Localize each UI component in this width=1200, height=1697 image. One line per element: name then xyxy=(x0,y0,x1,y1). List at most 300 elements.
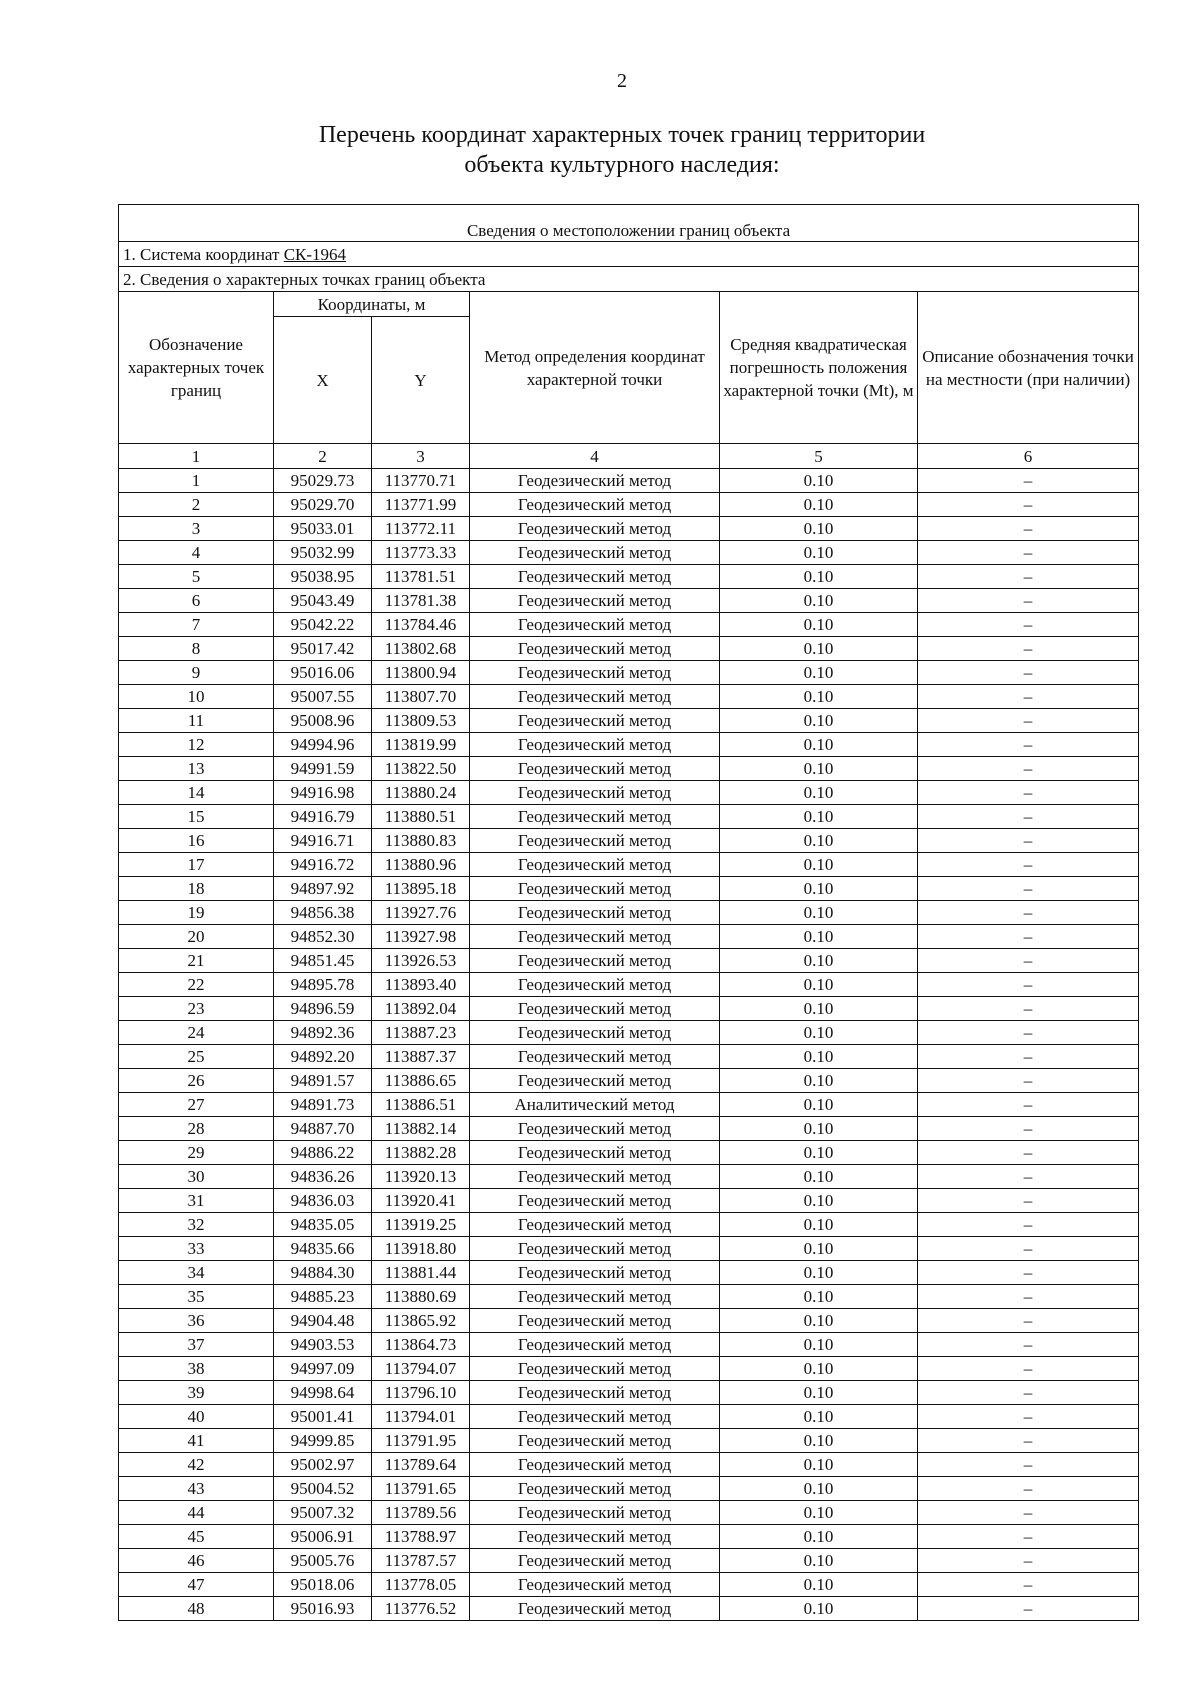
y-coordinate-cell: 113802.68 xyxy=(372,637,470,661)
error-cell: 0.10 xyxy=(720,853,918,877)
x-coordinate-cell: 95001.41 xyxy=(274,1405,372,1429)
error-cell: 0.10 xyxy=(720,709,918,733)
y-coordinate-cell: 113791.95 xyxy=(372,1429,470,1453)
point-number-cell: 33 xyxy=(119,1237,274,1261)
error-cell: 0.10 xyxy=(720,781,918,805)
point-number-cell: 18 xyxy=(119,877,274,901)
method-cell: Геодезический метод xyxy=(470,1477,720,1501)
title-line-2: объекта культурного наследия: xyxy=(464,152,780,178)
table-row xyxy=(119,949,1139,973)
error-cell: 0.10 xyxy=(720,1237,918,1261)
description-cell: – xyxy=(918,1525,1139,1549)
x-coordinate-cell: 95005.76 xyxy=(274,1549,372,1573)
point-number-cell: 40 xyxy=(119,1405,274,1429)
description-cell: – xyxy=(918,1573,1139,1597)
point-number-cell: 32 xyxy=(119,1213,274,1237)
y-coordinate-cell: 113771.99 xyxy=(372,493,470,517)
x-coordinate-cell: 95043.49 xyxy=(274,589,372,613)
x-coordinate-cell: 95029.70 xyxy=(274,493,372,517)
x-coordinate-cell: 95017.42 xyxy=(274,637,372,661)
y-coordinate-cell: 113880.96 xyxy=(372,853,470,877)
y-coordinate-cell: 113895.18 xyxy=(372,877,470,901)
error-cell: 0.10 xyxy=(720,1501,918,1525)
table-row xyxy=(119,1549,1139,1573)
table-row xyxy=(119,1021,1139,1045)
description-cell: – xyxy=(918,661,1139,685)
y-coordinate-cell: 113927.76 xyxy=(372,901,470,925)
x-coordinate-cell: 95029.73 xyxy=(274,469,372,493)
coordinate-system xyxy=(119,242,1139,267)
point-number-cell: 2 xyxy=(119,493,274,517)
header-designation: Обозначение характерных точек границ xyxy=(119,292,274,444)
error-cell: 0.10 xyxy=(720,805,918,829)
error-cell: 0.10 xyxy=(720,1189,918,1213)
error-cell: 0.10 xyxy=(720,1525,918,1549)
y-coordinate-cell: 113800.94 xyxy=(372,661,470,685)
error-cell: 0.10 xyxy=(720,1117,918,1141)
x-coordinate-cell: 94896.59 xyxy=(274,997,372,1021)
table-row xyxy=(119,1093,1139,1117)
point-number-cell: 44 xyxy=(119,1501,274,1525)
description-cell: – xyxy=(918,1021,1139,1045)
description-cell: – xyxy=(918,973,1139,997)
error-cell: 0.10 xyxy=(720,997,918,1021)
method-cell: Геодезический метод xyxy=(470,1405,720,1429)
title-line-1: Перечень координат характерных точек границ территории xyxy=(318,122,926,148)
table-row xyxy=(119,493,1139,517)
y-coordinate-cell: 113927.98 xyxy=(372,925,470,949)
description-cell: – xyxy=(918,1477,1139,1501)
method-cell: Геодезический метод xyxy=(470,1285,720,1309)
x-coordinate-cell: 94897.92 xyxy=(274,877,372,901)
y-coordinate-cell: 113770.71 xyxy=(372,469,470,493)
description-cell: – xyxy=(918,613,1139,637)
point-number-cell: 30 xyxy=(119,1165,274,1189)
error-cell: 0.10 xyxy=(720,901,918,925)
table-row xyxy=(119,997,1139,1021)
description-cell: – xyxy=(918,925,1139,949)
description-cell: – xyxy=(918,1213,1139,1237)
method-cell: Геодезический метод xyxy=(470,661,720,685)
column-number: 5 xyxy=(720,444,918,469)
table-row xyxy=(119,1429,1139,1453)
description-cell: – xyxy=(918,1501,1139,1525)
description-cell: – xyxy=(918,685,1139,709)
point-number-cell: 47 xyxy=(119,1573,274,1597)
y-coordinate-cell: 113880.24 xyxy=(372,781,470,805)
error-cell: 0.10 xyxy=(720,829,918,853)
y-coordinate-cell: 113787.57 xyxy=(372,1549,470,1573)
column-number: 4 xyxy=(470,444,720,469)
error-cell: 0.10 xyxy=(720,1141,918,1165)
y-coordinate-cell: 113920.13 xyxy=(372,1165,470,1189)
x-coordinate-cell: 94916.98 xyxy=(274,781,372,805)
method-cell: Геодезический метод xyxy=(470,949,720,973)
column-number: 6 xyxy=(918,444,1139,469)
method-cell: Геодезический метод xyxy=(470,805,720,829)
x-coordinate-cell: 95002.97 xyxy=(274,1453,372,1477)
y-coordinate-cell: 113809.53 xyxy=(372,709,470,733)
point-number-cell: 8 xyxy=(119,637,274,661)
error-cell: 0.10 xyxy=(720,1261,918,1285)
point-number-cell: 27 xyxy=(119,1093,274,1117)
table-row xyxy=(119,925,1139,949)
table-row xyxy=(119,1477,1139,1501)
x-coordinate-cell: 94891.57 xyxy=(274,1069,372,1093)
description-cell: – xyxy=(918,1093,1139,1117)
method-cell: Геодезический метод xyxy=(470,1357,720,1381)
description-cell: – xyxy=(918,1549,1139,1573)
method-cell: Геодезический метод xyxy=(470,925,720,949)
x-coordinate-cell: 94836.03 xyxy=(274,1189,372,1213)
y-coordinate-cell: 113887.23 xyxy=(372,1021,470,1045)
description-cell: – xyxy=(918,1309,1139,1333)
point-number-cell: 46 xyxy=(119,1549,274,1573)
point-number-cell: 19 xyxy=(119,901,274,925)
table-row xyxy=(119,1069,1139,1093)
description-cell: – xyxy=(918,1429,1139,1453)
y-coordinate-cell: 113892.04 xyxy=(372,997,470,1021)
point-number-cell: 20 xyxy=(119,925,274,949)
x-coordinate-cell: 95016.06 xyxy=(274,661,372,685)
error-cell: 0.10 xyxy=(720,1597,918,1621)
y-coordinate-cell: 113882.28 xyxy=(372,1141,470,1165)
method-cell: Геодезический метод xyxy=(470,589,720,613)
method-cell: Геодезический метод xyxy=(470,1021,720,1045)
header-error: Средняя квадратическая погрешность положения характерной точки (Mt), м xyxy=(720,292,918,444)
table-row xyxy=(119,1405,1139,1429)
x-coordinate-cell: 95008.96 xyxy=(274,709,372,733)
description-cell: – xyxy=(918,1381,1139,1405)
description-cell: – xyxy=(918,637,1139,661)
method-cell: Геодезический метод xyxy=(470,1597,720,1621)
header-description: Описание обозначения точки на местности (при наличии) xyxy=(918,292,1139,444)
x-coordinate-cell: 94856.38 xyxy=(274,901,372,925)
error-cell: 0.10 xyxy=(720,949,918,973)
method-cell: Геодезический метод xyxy=(470,1261,720,1285)
method-cell: Геодезический метод xyxy=(470,1381,720,1405)
method-cell: Геодезический метод xyxy=(470,1573,720,1597)
description-cell: – xyxy=(918,469,1139,493)
error-cell: 0.10 xyxy=(720,1093,918,1117)
y-coordinate-cell: 113778.05 xyxy=(372,1573,470,1597)
method-cell: Геодезический метод xyxy=(470,829,720,853)
point-number-cell: 31 xyxy=(119,1189,274,1213)
point-number-cell: 13 xyxy=(119,757,274,781)
error-cell: 0.10 xyxy=(720,1549,918,1573)
method-cell: Геодезический метод xyxy=(470,613,720,637)
y-coordinate-cell: 113893.40 xyxy=(372,973,470,997)
description-cell: – xyxy=(918,1069,1139,1093)
description-cell: – xyxy=(918,709,1139,733)
x-coordinate-cell: 94887.70 xyxy=(274,1117,372,1141)
method-cell: Геодезический метод xyxy=(470,637,720,661)
point-number-cell: 38 xyxy=(119,1357,274,1381)
description-cell: – xyxy=(918,1045,1139,1069)
x-coordinate-cell: 94885.23 xyxy=(274,1285,372,1309)
table-row xyxy=(119,1237,1139,1261)
y-coordinate-cell: 113886.51 xyxy=(372,1093,470,1117)
table-row xyxy=(119,1573,1139,1597)
method-cell: Геодезический метод xyxy=(470,781,720,805)
x-coordinate-cell: 95032.99 xyxy=(274,541,372,565)
table-row xyxy=(119,709,1139,733)
table-row xyxy=(119,1261,1139,1285)
description-cell: – xyxy=(918,1453,1139,1477)
x-coordinate-cell: 95033.01 xyxy=(274,517,372,541)
y-coordinate-cell: 113788.97 xyxy=(372,1525,470,1549)
point-number-cell: 42 xyxy=(119,1453,274,1477)
y-coordinate-cell: 113881.44 xyxy=(372,1261,470,1285)
method-cell: Геодезический метод xyxy=(470,517,720,541)
point-number-cell: 39 xyxy=(119,1381,274,1405)
y-coordinate-cell: 113784.46 xyxy=(372,613,470,637)
method-cell: Геодезический метод xyxy=(470,1237,720,1261)
point-number-cell: 29 xyxy=(119,1141,274,1165)
table-row xyxy=(119,829,1139,853)
method-cell: Геодезический метод xyxy=(470,1189,720,1213)
x-coordinate-cell: 94997.09 xyxy=(274,1357,372,1381)
y-coordinate-cell: 113776.52 xyxy=(372,1597,470,1621)
y-coordinate-cell: 113791.65 xyxy=(372,1477,470,1501)
y-coordinate-cell: 113880.69 xyxy=(372,1285,470,1309)
table-row xyxy=(119,1189,1139,1213)
description-cell: – xyxy=(918,1261,1139,1285)
description-cell: – xyxy=(918,541,1139,565)
x-coordinate-cell: 94892.20 xyxy=(274,1045,372,1069)
x-coordinate-cell: 94891.73 xyxy=(274,1093,372,1117)
method-cell: Геодезический метод xyxy=(470,1213,720,1237)
y-coordinate-cell: 113822.50 xyxy=(372,757,470,781)
error-cell: 0.10 xyxy=(720,517,918,541)
method-cell: Геодезический метод xyxy=(470,565,720,589)
point-number-cell: 25 xyxy=(119,1045,274,1069)
table-row xyxy=(119,565,1139,589)
error-cell: 0.10 xyxy=(720,541,918,565)
point-number-cell: 24 xyxy=(119,1021,274,1045)
method-cell: Аналитический метод xyxy=(470,1093,720,1117)
table-row xyxy=(119,733,1139,757)
method-cell: Геодезический метод xyxy=(470,1165,720,1189)
column-number: 1 xyxy=(119,444,274,469)
error-cell: 0.10 xyxy=(720,1381,918,1405)
table-row xyxy=(119,1165,1139,1189)
method-cell: Геодезический метод xyxy=(470,733,720,757)
header-x: X xyxy=(274,317,372,444)
method-cell: Геодезический метод xyxy=(470,757,720,781)
y-coordinate-cell: 113880.83 xyxy=(372,829,470,853)
error-cell: 0.10 xyxy=(720,1309,918,1333)
point-number-cell: 5 xyxy=(119,565,274,589)
description-cell: – xyxy=(918,1357,1139,1381)
error-cell: 0.10 xyxy=(720,1405,918,1429)
method-cell: Геодезический метод xyxy=(470,1429,720,1453)
table-row xyxy=(119,1117,1139,1141)
y-coordinate-cell: 113880.51 xyxy=(372,805,470,829)
error-cell: 0.10 xyxy=(720,589,918,613)
point-number-cell: 10 xyxy=(119,685,274,709)
method-cell: Геодезический метод xyxy=(470,709,720,733)
point-number-cell: 48 xyxy=(119,1597,274,1621)
error-cell: 0.10 xyxy=(720,1429,918,1453)
error-cell: 0.10 xyxy=(720,973,918,997)
table-row xyxy=(119,973,1139,997)
document-title xyxy=(0,120,1200,180)
description-cell: – xyxy=(918,493,1139,517)
description-cell: – xyxy=(918,997,1139,1021)
page-number: 2 xyxy=(617,70,627,92)
description-cell: – xyxy=(918,805,1139,829)
y-coordinate-cell: 113864.73 xyxy=(372,1333,470,1357)
x-coordinate-cell: 95007.55 xyxy=(274,685,372,709)
x-coordinate-cell: 94836.26 xyxy=(274,1165,372,1189)
table-row xyxy=(119,685,1139,709)
table-row xyxy=(119,805,1139,829)
error-cell: 0.10 xyxy=(720,685,918,709)
y-coordinate-cell: 113926.53 xyxy=(372,949,470,973)
y-coordinate-cell: 113781.38 xyxy=(372,589,470,613)
header-coordinates: Координаты, м xyxy=(274,292,470,317)
y-coordinate-cell: 113772.11 xyxy=(372,517,470,541)
coordinates-table xyxy=(118,204,1139,1621)
x-coordinate-cell: 94916.71 xyxy=(274,829,372,853)
method-cell: Геодезический метод xyxy=(470,997,720,1021)
point-number-cell: 45 xyxy=(119,1525,274,1549)
x-coordinate-cell: 94886.22 xyxy=(274,1141,372,1165)
method-cell: Геодезический метод xyxy=(470,1069,720,1093)
table-row xyxy=(119,901,1139,925)
description-cell: – xyxy=(918,1597,1139,1621)
y-coordinate-cell: 113819.99 xyxy=(372,733,470,757)
description-cell: – xyxy=(918,1237,1139,1261)
table-row xyxy=(119,1045,1139,1069)
point-number-cell: 34 xyxy=(119,1261,274,1285)
x-coordinate-cell: 94835.66 xyxy=(274,1237,372,1261)
x-coordinate-cell: 95018.06 xyxy=(274,1573,372,1597)
table-row xyxy=(119,1453,1139,1477)
y-coordinate-cell: 113781.51 xyxy=(372,565,470,589)
description-cell: – xyxy=(918,949,1139,973)
error-cell: 0.10 xyxy=(720,1477,918,1501)
point-number-cell: 36 xyxy=(119,1309,274,1333)
point-number-cell: 12 xyxy=(119,733,274,757)
x-coordinate-cell: 94835.05 xyxy=(274,1213,372,1237)
error-cell: 0.10 xyxy=(720,1333,918,1357)
error-cell: 0.10 xyxy=(720,1573,918,1597)
point-number-cell: 4 xyxy=(119,541,274,565)
table-row xyxy=(119,1597,1139,1621)
method-cell: Геодезический метод xyxy=(470,877,720,901)
error-cell: 0.10 xyxy=(720,1453,918,1477)
method-cell: Геодезический метод xyxy=(470,1525,720,1549)
method-cell: Геодезический метод xyxy=(470,1453,720,1477)
error-cell: 0.10 xyxy=(720,565,918,589)
method-cell: Геодезический метод xyxy=(470,1117,720,1141)
header-y: Y xyxy=(372,317,470,444)
y-coordinate-cell: 113865.92 xyxy=(372,1309,470,1333)
error-cell: 0.10 xyxy=(720,877,918,901)
points-section-title: 2. Сведения о характерных точках границ объекта xyxy=(119,267,1139,292)
error-cell: 0.10 xyxy=(720,637,918,661)
error-cell: 0.10 xyxy=(720,925,918,949)
y-coordinate-cell: 113789.64 xyxy=(372,1453,470,1477)
description-cell: – xyxy=(918,1117,1139,1141)
header-method: Метод определения координат характерной точки xyxy=(470,292,720,444)
point-number-cell: 26 xyxy=(119,1069,274,1093)
method-cell: Геодезический метод xyxy=(470,1501,720,1525)
x-coordinate-cell: 94895.78 xyxy=(274,973,372,997)
error-cell: 0.10 xyxy=(720,1165,918,1189)
description-cell: – xyxy=(918,517,1139,541)
y-coordinate-cell: 113918.80 xyxy=(372,1237,470,1261)
table-row xyxy=(119,1525,1139,1549)
point-number-cell: 14 xyxy=(119,781,274,805)
x-coordinate-cell: 94999.85 xyxy=(274,1429,372,1453)
column-number: 3 xyxy=(372,444,470,469)
y-coordinate-cell: 113807.70 xyxy=(372,685,470,709)
x-coordinate-cell: 95042.22 xyxy=(274,613,372,637)
error-cell: 0.10 xyxy=(720,733,918,757)
point-number-cell: 3 xyxy=(119,517,274,541)
x-coordinate-cell: 94852.30 xyxy=(274,925,372,949)
table-row xyxy=(119,661,1139,685)
method-cell: Геодезический метод xyxy=(470,1045,720,1069)
error-cell: 0.10 xyxy=(720,493,918,517)
point-number-cell: 6 xyxy=(119,589,274,613)
x-coordinate-cell: 94851.45 xyxy=(274,949,372,973)
table-row xyxy=(119,613,1139,637)
error-cell: 0.10 xyxy=(720,1045,918,1069)
point-number-cell: 1 xyxy=(119,469,274,493)
point-number-cell: 23 xyxy=(119,997,274,1021)
description-cell: – xyxy=(918,1141,1139,1165)
point-number-cell: 28 xyxy=(119,1117,274,1141)
table-row xyxy=(119,1141,1139,1165)
description-cell: – xyxy=(918,733,1139,757)
table-row xyxy=(119,1381,1139,1405)
description-cell: – xyxy=(918,565,1139,589)
y-coordinate-cell: 113887.37 xyxy=(372,1045,470,1069)
description-cell: – xyxy=(918,589,1139,613)
coordinate-system-label: 1. Система координат xyxy=(123,244,284,264)
table-row xyxy=(119,1285,1139,1309)
y-coordinate-cell: 113920.41 xyxy=(372,1189,470,1213)
table-row xyxy=(119,877,1139,901)
y-coordinate-cell: 113794.01 xyxy=(372,1405,470,1429)
description-cell: – xyxy=(918,1189,1139,1213)
method-cell: Геодезический метод xyxy=(470,901,720,925)
table-row xyxy=(119,589,1139,613)
coordinate-system-value: СК-1964 xyxy=(283,244,347,264)
method-cell: Геодезический метод xyxy=(470,493,720,517)
y-coordinate-cell: 113919.25 xyxy=(372,1213,470,1237)
point-number-cell: 17 xyxy=(119,853,274,877)
point-number-cell: 37 xyxy=(119,1333,274,1357)
method-cell: Геодезический метод xyxy=(470,469,720,493)
description-cell: – xyxy=(918,1285,1139,1309)
x-coordinate-cell: 95004.52 xyxy=(274,1477,372,1501)
description-cell: – xyxy=(918,853,1139,877)
point-number-cell: 35 xyxy=(119,1285,274,1309)
y-coordinate-cell: 113882.14 xyxy=(372,1117,470,1141)
point-number-cell: 11 xyxy=(119,709,274,733)
description-cell: – xyxy=(918,901,1139,925)
error-cell: 0.10 xyxy=(720,1357,918,1381)
x-coordinate-cell: 94884.30 xyxy=(274,1261,372,1285)
y-coordinate-cell: 113773.33 xyxy=(372,541,470,565)
error-cell: 0.10 xyxy=(720,613,918,637)
point-number-cell: 41 xyxy=(119,1429,274,1453)
